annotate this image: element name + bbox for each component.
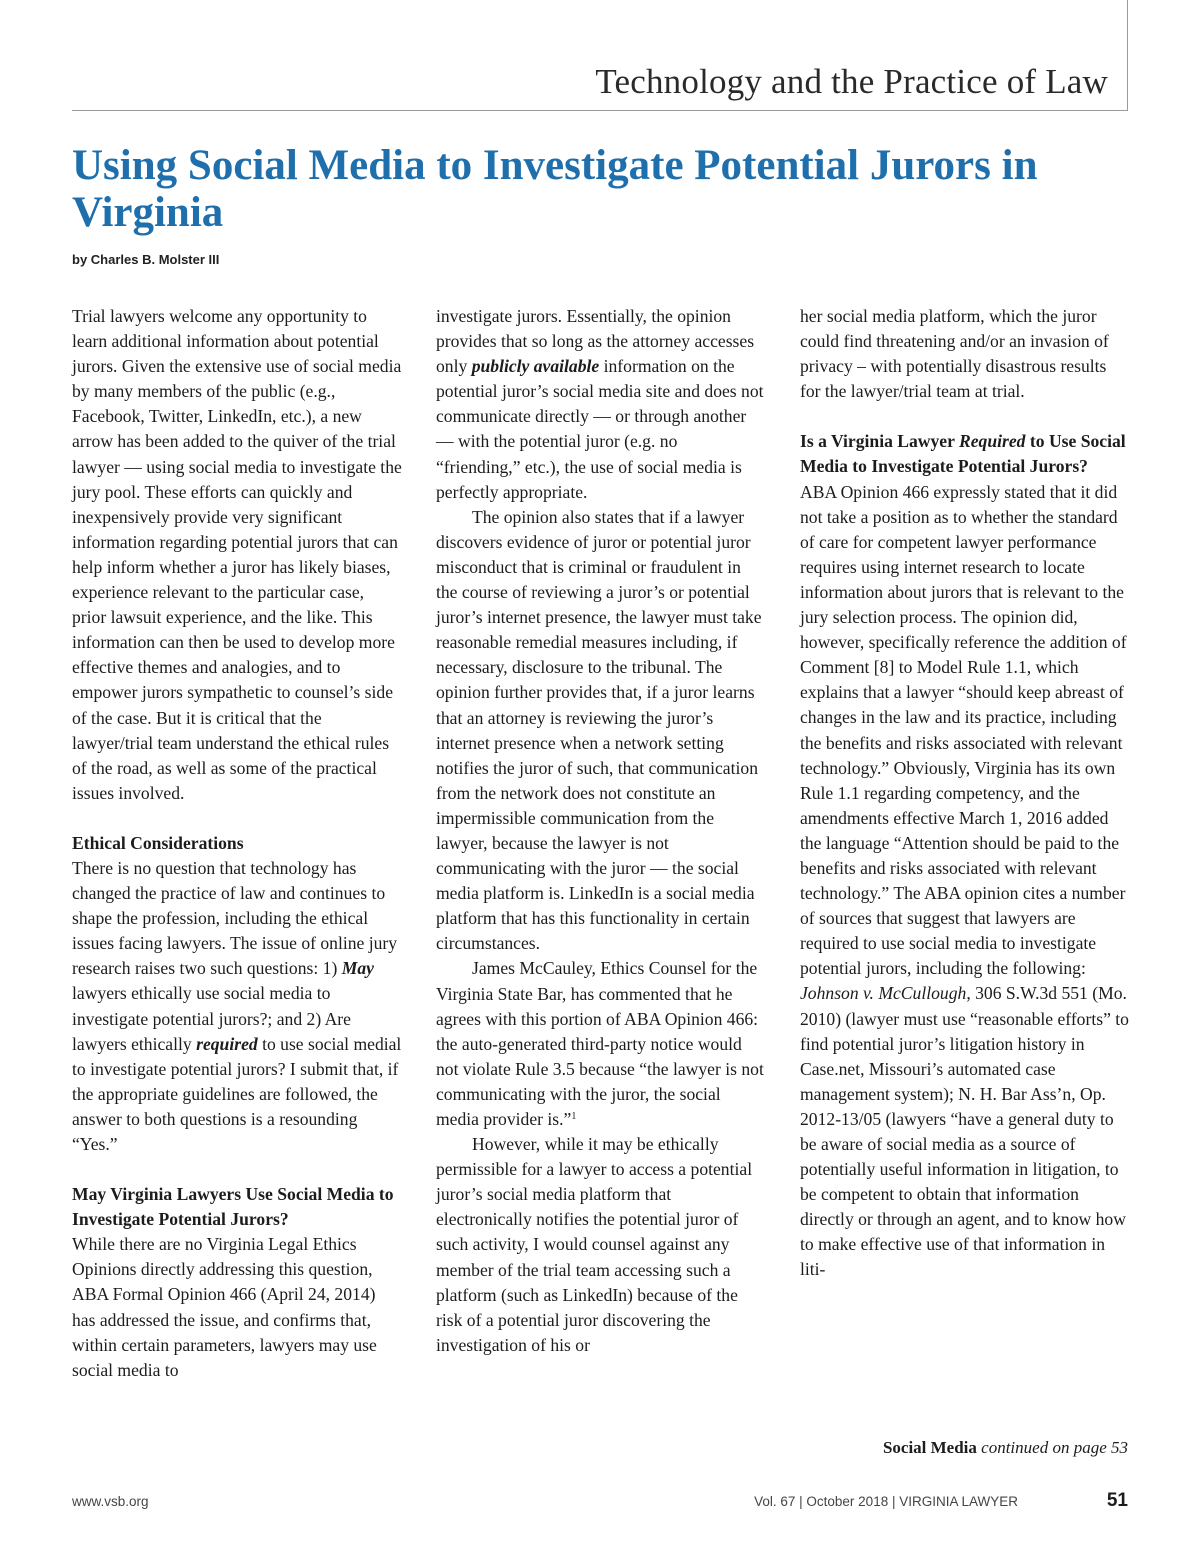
subheading-required: Is a Virginia Lawyer Required to Use Social Media to Investigate Potential Jurors? — [800, 431, 1126, 477]
paragraph: While there are no Virginia Legal Ethics Opinions directly addressing this question, ABA Formal Opinion 466 (April 24, 2014) has addressed the issue, and confirms that, within certain parameters, lawyers may use social media to — [72, 1234, 377, 1380]
header-vertical-rule — [1127, 0, 1128, 111]
paragraph: However, while it may be ethically permissible for a lawyer to access a potential juror’s social media platform that electronically notifies the potential juror of such activity, I would counsel against any member of the trial team accessing such a platform (such as LinkedIn) because of the risk of a potential juror discovering the investigation of his or — [436, 1134, 753, 1355]
paragraph: her social media platform, which the juror could find threatening and/or an invasion of privacy – with potentially disastrous results for the lawyer/trial team at trial. — [800, 306, 1109, 402]
paragraph: Trial lawyers welcome any opportunity to learn additional information about potential jurors. Given the extensive use of social media by many members of the public (e.g., Facebook, Twitter, LinkedIn, etc.), a new arrow has been added to the quiver of the trial lawyer — using social media to investigate the jury pool. These efforts can quickly and inexpensively provide very significant information regarding potential jurors that can help inform whether a juror has likely biases, experience relevant to the particular case, prior lawsuit experience, and the like. This information can then be used to develop more effective themes and analogies, and to empower jurors sympathetic to counsel’s side of the case. But it is critical that the lawyer/trial team understand the ethical rules of the road, as well as some of the practical issues involved. — [72, 306, 402, 803]
article-title: Using Social Media to Investigate Potential Jurors in Virginia — [72, 142, 1038, 236]
case-citation: Johnson v. McCullough — [800, 983, 967, 1004]
column-3 — [800, 304, 1130, 1283]
paragraph: James McCauley, Ethics Counsel for the Virginia State Bar, has commented that he agrees with this portion of ABA Opinion 466: the auto-generated third-party notice would not violate Rule 3.5 because “the lawyer is not communicating with the juror, the social media provider is.”$^1$ — [436, 958, 764, 1129]
footnote-marker: 1 — [571, 1111, 577, 1122]
emphasis-required: required — [196, 1033, 258, 1054]
paragraph: There is no question that technology has changed the practice of law and continues to shape the profession, including the ethical issues facing lawyers. The issue of online jury research raises two such questions: 1) May lawyers ethically use social media to investigate potential jurors?; and 2) Are lawyers ethically required to use social medial to investigate potential jurors? I submit that, if the appropriate guidelines are followed, the answer to both questions is a resounding “Yes.” — [72, 857, 402, 1154]
column-1 — [72, 304, 402, 1383]
footer-issue: Vol. 67 | October 2018 | VIRGINIA LAWYER — [754, 1494, 1018, 1509]
emphasis-publicly-available: publicly available — [471, 356, 600, 377]
byline: by Charles B. Molster III — [72, 252, 220, 267]
header-rule — [72, 110, 1128, 111]
subheading-ethical-considerations: Ethical Considerations — [72, 832, 244, 853]
footer-url: www.vsb.org — [72, 1494, 149, 1509]
emphasis-may: May — [341, 958, 374, 979]
column-2 — [436, 304, 766, 1358]
page-number: 51 — [1106, 1490, 1128, 1511]
section-title: Technology and the Practice of Law — [595, 62, 1108, 101]
paragraph: investigate jurors. Essentially, the opinion provides that so long as the attorney accesses only publicly available information on the potential juror’s social media site and does not communicate directly — or through another — with the potential juror (e.g. no “friending,” etc.), the use of social media is perfectly appropriate. — [436, 306, 764, 502]
subheading-may-use: May Virginia Lawyers Use Social Media to Investigate Potential Jurors? — [72, 1184, 394, 1230]
paragraph: The opinion also states that if a lawyer discovers evidence of juror or potential juror misconduct that is criminal or fraudulent in the course of reviewing a juror’s or potential juror’s internet presence, the lawyer must take reasonable remedial measures including, if necessary, disclosure to the tribunal. The opinion further provides that, if a juror learns that an attorney is reviewing the juror’s internet presence when a network setting notifies the juror of such, that communication from the network does not constitute an impermissible communication from the lawyer, because the lawyer is not communicating with the juror — the social media platform is. LinkedIn is a social media platform that has this functionality in certain circumstances. — [436, 506, 762, 954]
paragraph: ABA Opinion 466 expressly stated that it did not take a position as to whether the standard of care for competent lawyer performance requires using internet research to locate information about jurors that is relevant to the jury selection process. The opinion did, however, specifically reference the addition of Comment [8] to Model Rule 1.1, which explains that a lawyer “should keep abreast of changes in the law and its practice, including the benefits and risks associated with relevant technology.” Obviously, Virginia has its own Rule 1.1 regarding competency, and the amendments effective March 1, 2016 added the language “Attention should be paid to the benefits and risks associated with relevant technology.” The ABA opinion cites a number of sources that suggest that lawyers are required to use social media to investigate potential jurors, including the following: Johnson v. McCullough, 306 S.W.3d 551 (Mo. 2010) (lawyer must use “reasonable efforts” to find potential juror’s litigation history in Case.net, Missouri’s automated case management system); N. H. Bar Ass’n, Op. 2012-13/05 (lawyers “have a general duty to be aware of social media as a source of potentially useful information in litigation, to be competent to obtain that information directly or through an agent, and to know how to make effective use of that information in liti- — [800, 481, 1129, 1280]
continued-notice: Social Media continued on page 53 — [882, 1438, 1128, 1457]
